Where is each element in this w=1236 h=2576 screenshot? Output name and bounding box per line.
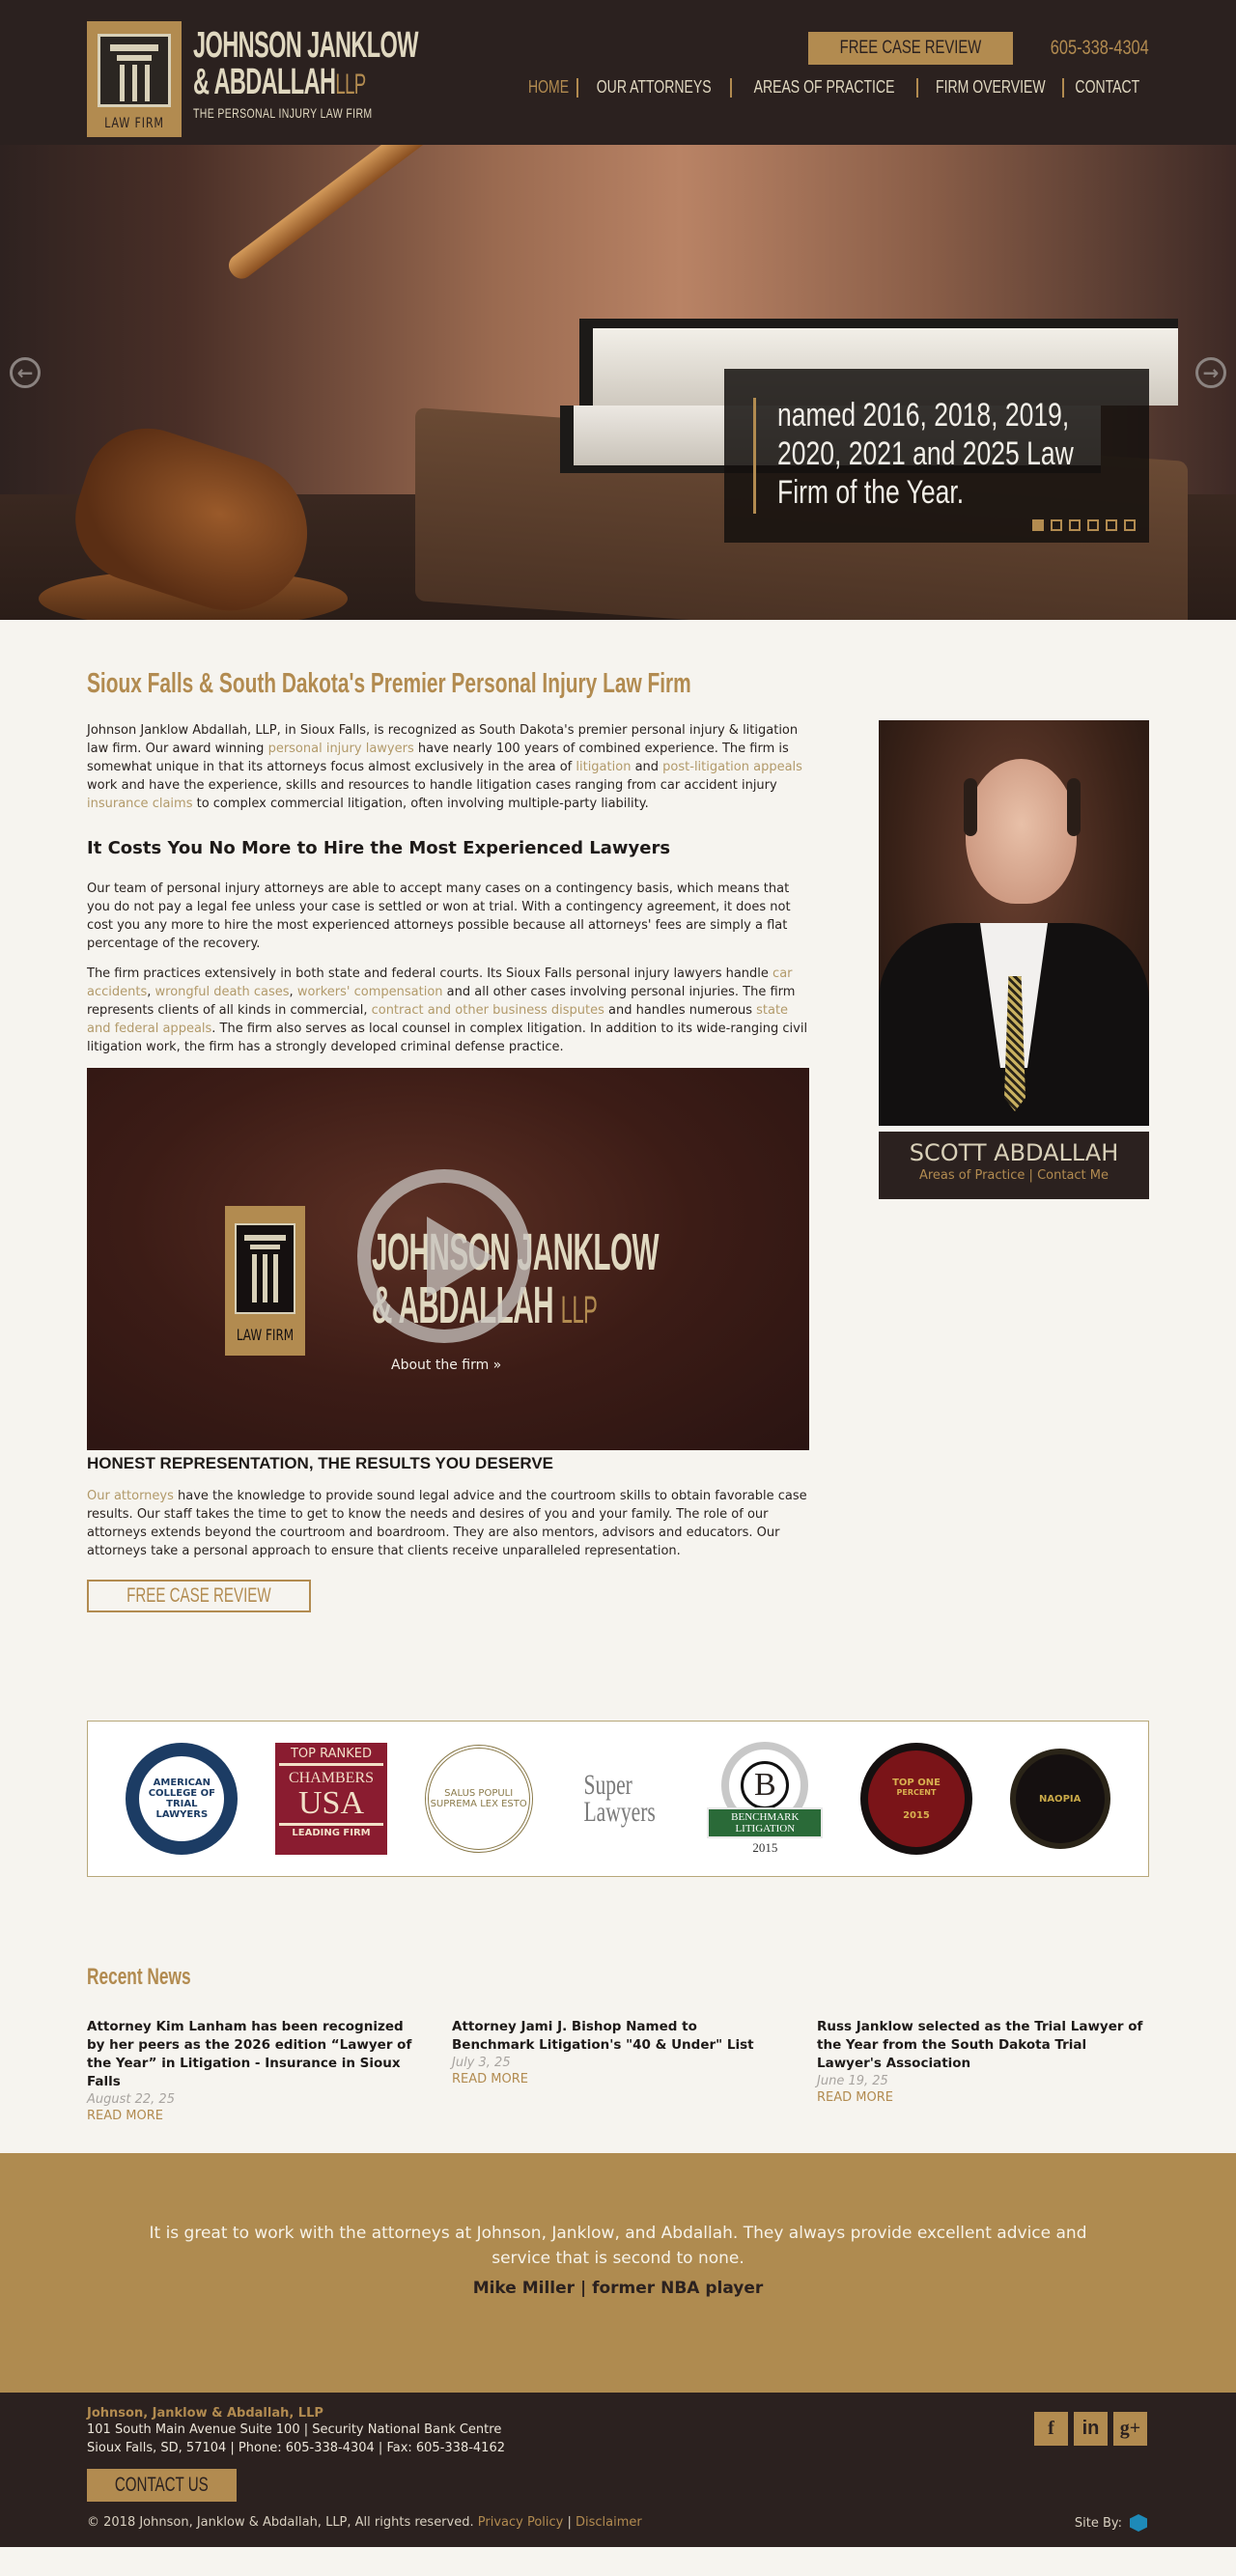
logo-mark-label: LAW FIRM xyxy=(104,116,164,131)
news-item xyxy=(87,2018,417,2124)
slide-indicators xyxy=(1032,519,1136,531)
privacy-policy-link[interactable]: Privacy Policy xyxy=(477,2515,564,2530)
play-icon[interactable] xyxy=(357,1169,531,1343)
link-workers-compensation[interactable]: workers' compensation xyxy=(296,985,443,999)
news-item xyxy=(452,2018,782,2124)
news-date: August 22, 25 xyxy=(87,2092,175,2107)
logo-mark-icon xyxy=(87,21,182,137)
nav-firm-overview[interactable]: FIRM OVERVIEW xyxy=(935,77,1046,97)
news-date: July 3, 25 xyxy=(452,2056,511,2070)
about-the-firm-link[interactable]: About the firm » xyxy=(391,1358,502,1373)
link-business-disputes[interactable]: contract and other business disputes xyxy=(371,1003,604,1018)
news-title[interactable]: Russ Janklow selected as the Trial Lawyer of the Year from the South Dakota Trial Lawyer's Association xyxy=(817,2019,1143,2071)
logo-line2: & ABDALLAHLLP xyxy=(193,62,366,102)
nav-divider xyxy=(1062,78,1064,98)
slide-dot-4[interactable] xyxy=(1087,519,1099,531)
main-nav xyxy=(522,77,1149,98)
arrow-left-circle-icon[interactable]: ← xyxy=(10,357,41,388)
hero-caption-text: named 2016, 2018, 2019, 2020, 2021 and 2025 Law Firm of the Year. xyxy=(777,397,1074,511)
read-more-link[interactable]: READ MORE xyxy=(452,2072,528,2086)
honest-paragraph: Our attorneys have the knowledge to provide sound legal advice and the courtroom skills to obtain favorable case results. Our staff takes the time to get to know the needs and desires of you and your family. The role of our attorneys extends beyond the courtroom and boardroom. They are also mentors, advisors and educators. Our attorneys take a personal approach to ensure that clients receive unparalleled representation. xyxy=(87,1489,807,1558)
contingency-paragraph: Our team of personal injury attorneys are able to accept many cases on a contingency basis, which means that you do not pay a legal fee unless your case is settled or won at trial. With a contingency agreement, it does not cost you any more to hire the most experienced attorneys possible because all attorneys' fees are simply a flat percentage of the recovery. xyxy=(87,882,791,951)
free-case-review-outline-button[interactable]: FREE CASE REVIEW xyxy=(87,1580,311,1612)
link-insurance-claims[interactable]: insurance claims xyxy=(87,797,193,811)
main-column xyxy=(87,620,809,1612)
recent-news-title: Recent News xyxy=(87,1964,191,1990)
agency-logo-icon[interactable] xyxy=(1130,2514,1147,2532)
page-title: Sioux Falls & South Dakota's Premier Personal Injury Law Firm xyxy=(87,668,691,699)
slide-dot-3[interactable] xyxy=(1069,519,1081,531)
disclaimer-link[interactable]: Disclaimer xyxy=(576,2515,642,2530)
free-case-review-button[interactable]: FREE CASE REVIEW xyxy=(808,32,1013,65)
attorney-contact-me-link[interactable]: Contact Me xyxy=(1037,1168,1110,1183)
slide-dot-5[interactable] xyxy=(1106,519,1117,531)
intro-paragraph: Johnson Janklow Abdallah, LLP, in Sioux Falls, is recognized as South Dakota's premier personal injury & litigation law firm. Our award winning personal injury lawyers have nearly 100 years of combined experience. The firm is somewhat unique in that its attorneys focus almost exclusively in the area of litigation and post-litigation appeals work and have the experience, skills and resources to handle litigation cases ranging from car accident injury insurance claims to complex commercial litigation, often involving multiple-party liability. xyxy=(87,723,802,811)
hero-caption xyxy=(724,369,1149,543)
logo[interactable] xyxy=(87,21,556,137)
slide-dot-2[interactable] xyxy=(1051,519,1062,531)
recent-news xyxy=(0,1877,1236,2124)
link-wrongful-death[interactable]: wrongful death cases xyxy=(154,985,290,999)
link-our-attorneys[interactable]: Our attorneys xyxy=(87,1489,174,1503)
site-by: Site By: xyxy=(1075,2514,1147,2532)
video-logo-mark-icon: LAW FIRM xyxy=(225,1206,305,1356)
read-more-link[interactable]: READ MORE xyxy=(87,2109,163,2123)
award-super-lawyers-badge: Super Lawyers xyxy=(583,1769,657,1828)
nav-our-attorneys[interactable]: OUR ATTORNEYS xyxy=(597,77,712,97)
nav-divider xyxy=(730,78,732,98)
testimonial-band xyxy=(0,2153,1236,2393)
news-title[interactable]: Attorney Jami J. Bishop Named to Benchmark Litigation's "40 & Under" List xyxy=(452,2019,754,2053)
news-date: June 19, 25 xyxy=(817,2074,888,2088)
news-title[interactable]: Attorney Kim Lanham has been recognized by her peers as the 2026 edition “Lawyer of the Year” in Litigation - Insurance in Sioux Falls xyxy=(87,2019,412,2089)
logo-llp: LLP xyxy=(335,69,366,100)
award-actl-badge: AMERICAN COLLEGE OF TRIAL LAWYERS xyxy=(126,1743,238,1855)
slide-dot-1[interactable] xyxy=(1032,519,1044,531)
nav-contact[interactable]: CONTACT xyxy=(1075,77,1140,97)
news-item xyxy=(817,2018,1147,2124)
hero-image-gavel-handle xyxy=(224,145,671,283)
footer-address-line2: Sioux Falls, SD, 57104 | Phone: 605-338-4304 | Fax: 605-338-4162 xyxy=(87,2441,505,2455)
google-plus-icon[interactable]: g+ xyxy=(1113,2412,1147,2446)
award-naopia-badge: NAOPIA xyxy=(1010,1749,1110,1849)
award-nadc-badge: TOP ONE PERCENT 2015 xyxy=(860,1743,972,1855)
caption-accent-bar xyxy=(753,398,756,514)
practice-paragraph: The firm practices extensively in both state and federal courts. Its Sioux Falls personal injury lawyers handle car accidents, wrongful death cases, workers' compensation and all other cases involving personal injuries. The firm represents clients of all kinds in commercial, contract and other business disputes and handles numerous state and federal appeals. The firm also serves as local counsel in complex litigation. In addition to its wide-ranging civil litigation work, the firm has a strongly developed criminal defense practice. xyxy=(87,966,808,1054)
link-appeals[interactable]: state and federal appeals xyxy=(87,1003,789,1036)
nav-areas-of-practice[interactable]: AREAS OF PRACTICE xyxy=(753,77,895,97)
nav-divider xyxy=(916,78,918,98)
slide-dot-6[interactable] xyxy=(1124,519,1136,531)
hero-slider xyxy=(0,145,1236,620)
read-more-link[interactable]: READ MORE xyxy=(817,2090,893,2105)
award-chambers-badge: TOP RANKED CHAMBERS USA LEADING FIRM xyxy=(275,1743,387,1855)
footer-address-line1: 101 South Main Avenue Suite 100 | Security National Bank Centre xyxy=(87,2422,502,2437)
award-salus-seal-badge: SALUS POPULI SUPREMA LEX ESTO xyxy=(425,1745,533,1853)
video-logo-line1: JOHNSON JANKLOW xyxy=(372,1223,660,1281)
phone-link[interactable]: 605-338-4304 xyxy=(1050,37,1149,59)
attorney-photo[interactable] xyxy=(879,720,1149,1126)
contact-us-button[interactable]: CONTACT US xyxy=(87,2469,237,2502)
logo-tagline: THE PERSONAL INJURY LAW FIRM xyxy=(193,105,373,121)
main-content xyxy=(0,620,1236,1612)
site-footer xyxy=(0,2393,1236,2547)
video-logo-line2: & ABDALLAH LLP xyxy=(372,1276,598,1334)
link-litigation[interactable]: litigation xyxy=(576,760,632,774)
link-car-accidents[interactable]: car accidents xyxy=(87,966,793,999)
site-header xyxy=(0,0,1236,145)
link-post-litigation-appeals[interactable]: post-litigation appeals xyxy=(662,760,802,774)
video-player[interactable] xyxy=(87,1068,809,1450)
link-personal-injury-lawyers[interactable]: personal injury lawyers xyxy=(267,742,414,756)
nav-home[interactable]: HOME xyxy=(528,77,570,97)
testimonial-quote: It is great to work with the attorneys at Johnson, Janklow, and Abdallah. They always provide excellent advice and service that is second to none. xyxy=(149,2224,1087,2268)
nav-divider xyxy=(576,78,578,98)
attorney-areas-of-practice-link[interactable]: Areas of Practice xyxy=(918,1168,1025,1183)
attorney-links: Areas of Practice | Contact Me xyxy=(918,1168,1110,1183)
testimonial-author: Mike Miller | former NBA player xyxy=(472,2279,764,2298)
copyright: © 2018 Johnson, Janklow & Abdallah, LLP, All rights reserved. Privacy Policy | Disclaimer xyxy=(87,2515,642,2530)
attorney-name[interactable]: SCOTT ABDALLAH xyxy=(909,1139,1119,1166)
logo-line1: JOHNSON JANKLOW xyxy=(193,25,418,66)
social-links xyxy=(1034,2412,1147,2446)
section-heading-contingency: It Costs You No More to Hire the Most Experienced Lawyers xyxy=(87,838,671,858)
header-cta xyxy=(808,32,1149,65)
awards-strip xyxy=(87,1721,1149,1877)
facebook-icon[interactable]: f xyxy=(1034,2412,1068,2446)
arrow-right-circle-icon[interactable]: → xyxy=(1195,357,1226,388)
section-heading-honest: HONEST REPRESENTATION, THE RESULTS YOU DESERVE xyxy=(87,1454,553,1472)
attorney-card xyxy=(879,720,1149,1199)
award-benchmark-badge: B BENCHMARK LITIGATION 2015 xyxy=(707,1742,823,1856)
attorney-caption xyxy=(879,1132,1149,1199)
footer-firm-name: Johnson, Janklow & Abdallah, LLP xyxy=(87,2406,323,2421)
linkedin-icon[interactable]: in xyxy=(1074,2412,1108,2446)
